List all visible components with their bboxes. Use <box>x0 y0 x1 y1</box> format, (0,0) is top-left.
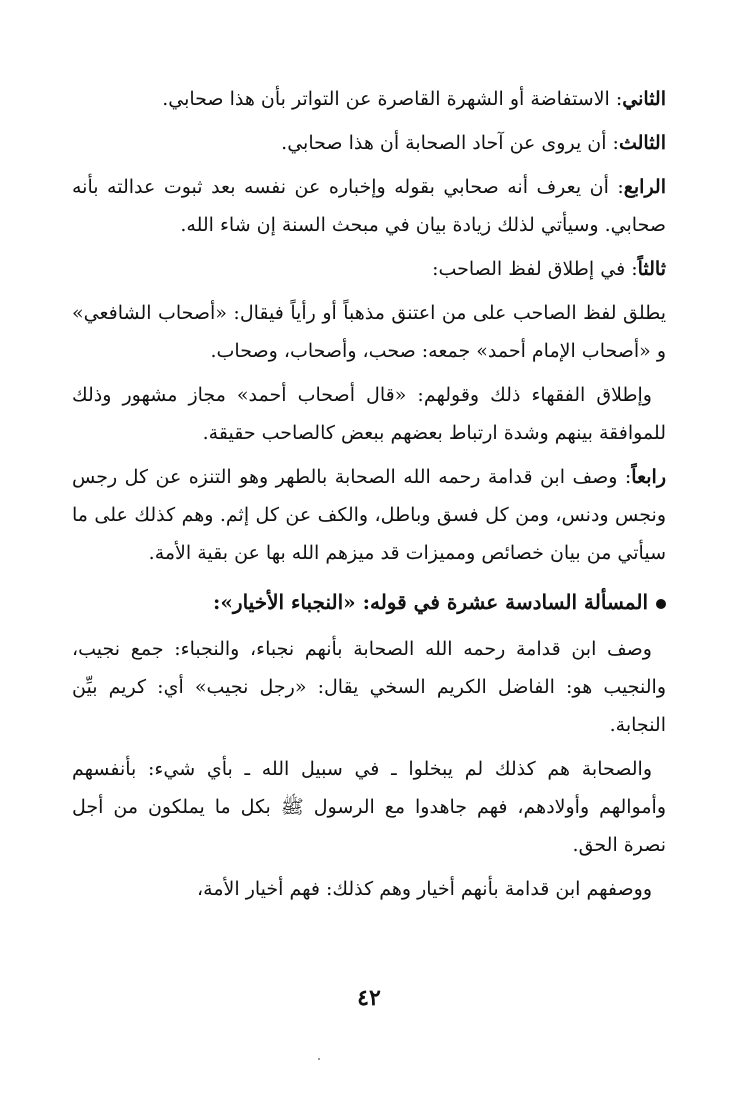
section-heading <box>72 582 666 622</box>
term-third: الثالث <box>618 132 666 154</box>
paragraph-text: : أن يروى عن آحاد الصحابة أن هذا صحابي. <box>281 132 619 154</box>
paragraph-text: والصحابة هم كذلك لم يبخلوا ـ في سبيل الله ـ بأي شيء: بأنفسهم وأموالهم وأولادهم، فهم جاهدوا مع الرسول ﷺ بكل ما يملكون من أجل نصرة الحق. <box>72 758 666 856</box>
paragraph-jurists-usage <box>72 376 666 452</box>
paragraph-thirdly <box>72 250 666 288</box>
paragraph-text: ووصفهم ابن قدامة بأنهم أخيار وهم كذلك: فهم أخيار الأمة، <box>197 878 652 900</box>
paragraph-text: : وصف ابن قدامة رحمه الله الصحابة بالطهر وهو التنزه عن كل رجس ونجس ودنس، ومن كل فسق وباطل، والكف عن كل إثم. وهم كذلك على ما سيأتي من بيان خصائص ومميزات قد ميزهم الله بها عن بقية الأمة. <box>72 466 666 564</box>
paragraph-fourthly <box>72 458 666 572</box>
paragraph-text: وصف ابن قدامة رحمه الله الصحابة بأنهم نجباء، والنجباء: جمع نجيب، والنجيب هو: الفاضل الكريم السخي يقال: «رجل نجيب» أي: كريم بيِّن النجابة. <box>72 638 666 736</box>
page-body <box>72 80 666 914</box>
paragraph-text: : أن يعرف أنه صحابي بقوله وإخباره عن نفسه بعد ثبوت عدالته بأنه صحابي. وسيأتي لذلك زيادة بيان في مبحث السنة إن شاء الله. <box>72 176 666 236</box>
paragraph-nujaba <box>72 630 666 744</box>
scan-speck <box>318 1058 320 1060</box>
paragraph-text: : في إطلاق لفظ الصاحب: <box>432 258 638 280</box>
term-fourthly: رابعاً <box>631 466 666 488</box>
page-number: ٤٢ <box>357 985 381 1011</box>
paragraph-companions-generous <box>72 750 666 864</box>
paragraph-second <box>72 80 666 118</box>
paragraph-companion-usage <box>72 294 666 370</box>
paragraph-akhyar <box>72 870 666 908</box>
paragraph-text: : الاستفاضة أو الشهرة القاصرة عن التواتر بأن هذا صحابي. <box>162 88 623 110</box>
section-heading-text: المسألة السادسة عشرة في قوله: «النجباء الأخيار»: <box>213 590 648 614</box>
term-thirdly: ثالثاً <box>637 258 666 280</box>
paragraph-fourth <box>72 168 666 244</box>
paragraph-text: يطلق لفظ الصاحب على من اعتنق مذهباً أو رأياً فيقال: «أصحاب الشافعي» و «أصحاب الإمام أحمد» جمعه: صحب، وأصحاب، وصحاب. <box>72 302 666 362</box>
term-second: الثاني <box>622 88 666 110</box>
bullet-icon <box>656 599 666 609</box>
paragraph-third <box>72 124 666 162</box>
paragraph-text: وإطلاق الفقهاء ذلك وقولهم: «قال أصحاب أحمد» مجاز مشهور وذلك للموافقة بينهم وشدة ارتباط بعضهم ببعض كالصاحب حقيقة. <box>72 384 666 444</box>
term-fourth: الرابع <box>623 176 666 198</box>
